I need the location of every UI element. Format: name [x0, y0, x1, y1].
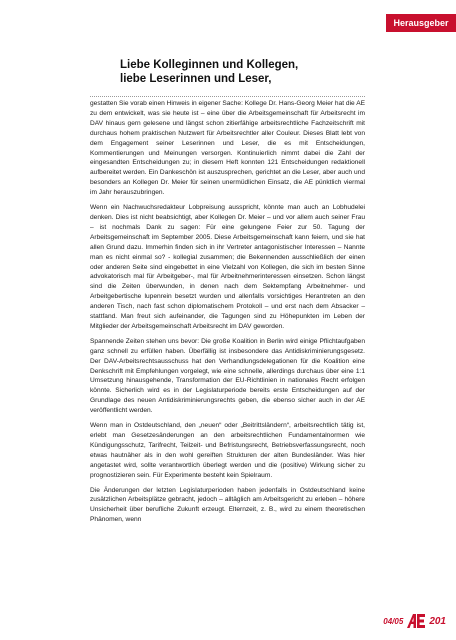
- salutation-line-2: liebe Leserinnen und Leser,: [120, 73, 272, 85]
- editorial-body: [90, 99, 365, 530]
- salutation-heading: [120, 58, 340, 86]
- paragraph-3: Spannende Zeiten stehen uns bevor: Die große Koalition in Berlin wird einige Pflichtaufgaben ganz schnell zu erfüllen haben. Überfällig ist insbesondere das Antidiskriminierungsgesetz. Der DAV-Arbeitsrechtsausschuss hat den Verhandlungsdelegationen für die Koalition eine Denkschrift mit Empfehlungen vorgelegt, wie eine schnelle, allerdings durchaus über eine 1:1 Umsetzung hinausgehende, Transformation der EU-Richtlinien in nationales Recht erfolgen könnte. Sicherlich wird es in der Legislaturperiode bereits erste Entscheidungen auf der Grundlage des neuen Antidiskriminierungsrechts geben, die ebenso sicher auch in der AE veröffentlicht werden.: [90, 337, 365, 415]
- page-number: 201: [429, 615, 446, 627]
- paragraph-5: Die Änderungen der letzten Legislaturperioden haben jedenfalls in Ostdeutschland keine zusätzlichen Arbeitsplätze gebracht, jedoch – alltäglich am Arbeitsgericht zu erleben – höhere Unsicherheit über berufliche Zukunft erzeugt. Elternzeit, z. B., wird zu einem theoretischen Phänomen, wenn: [90, 486, 365, 524]
- page-footer: [383, 613, 446, 629]
- paragraph-2: Wenn ein Nachwuchsredakteur Lobpreisung ausspricht, könnte man auch an Lobhudelei denken. Dies ist nicht beabsichtigt, aber Kollegen Dr. Meier – und vor allem auch seiner Frau – ist nochmals Dank zu sagen: Für eine gelungene Feier zur 50. Tagung der Arbeitsgemeinschaft im September 2005. Diese Arbeitsgemeinschaft kann feiern, und sie hat allen Grund dazu. Immerhin finden sich in ihr Vertreter antagonistischer Interessen – Nannte man es nicht einmal so? - kollegial zusammen; die Bekennenden ausschließlich der einen oder anderen Seite sind eingebettet in eine Vielzahl von Kollegen, die sich im besten Sinne advokatorisch mal für Arbeitgeber-, mal für Arbeitnehmerinteressen einsetzen. Schon längst sind die Zeiten überwunden, in denen nach dem Sektempfang Arbeitnehmer- und Arbeitgebertische lupenrein besetzt wurden und allenfalls vorsichtiges Herantreten an den anderen Tisch, nach fast schon diplomatischem Protokoll – und erst nach dem Absacker – stattfand. Man freut sich aufeinander, die Tagungen sind zu Höhepunkten im Leben der Mitglieder der Arbeitsgemeinschaft Arbeitsrecht im DAV geworden.: [90, 204, 365, 330]
- paragraph-4: Wenn man in Ostdeutschland, den „neuen“ oder „Beitrittsländern“, arbeitsrechtlich tätig ist, erlebt man Gesetzesänderungen an den arbeitsrechtlichen Fundamentalnormen wie Kündigungsschutz, Tarifrecht, Teilzeit- und Befristungsrecht, Betriebsverfassungsrecht, noch etwas hautnäher als in den wohl gereiften Strukturen der alten Bundesländer. Was hier angetastet wird, sollte verantwortlich überlegt werden und die (positive) Wirkung sicher zu prognostizieren sein. Für Experimente besteht kein Spielraum.: [90, 422, 365, 479]
- ae-logo-icon: [407, 614, 425, 628]
- section-tab: Herausgeber: [386, 14, 456, 32]
- issue-number: 04/05: [383, 616, 404, 626]
- dotted-divider: [90, 96, 365, 97]
- paragraph-1: gestatten Sie vorab einen Hinweis in eigener Sache: Kollege Dr. Hans-Georg Meier hat die AE zu dem entwickelt, was sie heute ist – eine über die Arbeitsgemeinschaft für Arbeitsrecht im DAV hinaus gern gelesene und längst schon zitierfähige arbeitsrechtliche Fachzeitschrift mit durchaus hohem praktischen Nutzwert für Arbeitsrechtler aller Couleur. Dieses Blatt lebt von dem Engagement seiner Leserinnen und Leser, die es mit Entscheidungen, Kommentierungen und Meinungen versorgen. Kontinuierlich nimmt dabei die Zahl der eingesandten Entscheidungen zu; in diesem Heft konnten 121 Entscheidungen redaktionell aufbereitet werden. Ein Dankeschön ist auszusprechen, gerichtet an die Leser, aber auch und besonders an Kollegen Dr. Meier für seinen unermüdlichen Einsatz, die AE pünktlich viermal im Jahr herauszubringen.: [90, 100, 365, 197]
- salutation-line-1: Liebe Kolleginnen und Kollegen,: [120, 59, 299, 71]
